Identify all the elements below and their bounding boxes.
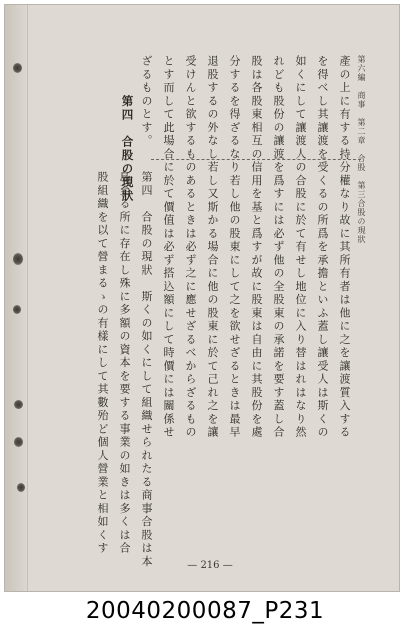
binding-hole: [13, 63, 22, 73]
binding-hole: [14, 400, 23, 409]
binding-hole: [13, 305, 21, 314]
body-line: ざるものとす。: [140, 55, 153, 148]
body-line: 退股するの外なし若し又斯かる場合に他の股東に於て己れ之を讓: [206, 55, 219, 440]
image-caption: 20040200087_P231: [85, 598, 325, 624]
body-line: 島至る所に存在し殊に多額の資本を要する事業の如きは多くは合: [118, 171, 131, 556]
body-line: 第四 合股の現狀 斯くの如くにして組織せられたる商事合股は本: [140, 171, 153, 569]
body-line: 分するを得ざるなり若し他の股東にして之を欲せざるときは最早: [228, 55, 241, 440]
body-line: 產の上に有する持分權なり故に其所有者は他に之を讓渡質入する: [338, 55, 351, 440]
section-heading: 第四 合股の現狀: [120, 95, 135, 203]
binding-hole: [17, 483, 25, 492]
body-line: 股は各股東相互の信用を基と爲すが故に股東は自由に其股份を處: [250, 55, 263, 440]
binding-gutter: [5, 5, 28, 591]
binding-hole: [13, 253, 23, 265]
body-line: を得べし其讓渡を受くるの所爲を承擔といふ蓋し讓受人は斯くの: [316, 55, 329, 440]
body-line: 股組織を以て營まるゝの有樣にして其數殆ど個人營業と相如くす: [96, 171, 109, 556]
body-line: とす而して此場合に於て價值は必ず搭込額にして時價には關係せ: [162, 55, 175, 440]
body-line: れども股份の讓渡を爲すには必ず他の全股東の承諾を要す蓋し合: [272, 55, 285, 440]
body-line: 如くにして讓渡人の合股に於て有せし地位に入り替はれはなり然: [294, 55, 307, 440]
page-number: — 216 —: [187, 560, 233, 571]
scanned-book-page: [4, 4, 400, 592]
binding-hole: [14, 437, 23, 447]
section-divider: [151, 159, 361, 166]
running-header: 第六編 商事 第二章 合股 第三合股の現狀: [357, 55, 366, 244]
body-line: 受けんと欲するものあるときは必ず之に應せざるべからざるもの: [184, 55, 197, 440]
